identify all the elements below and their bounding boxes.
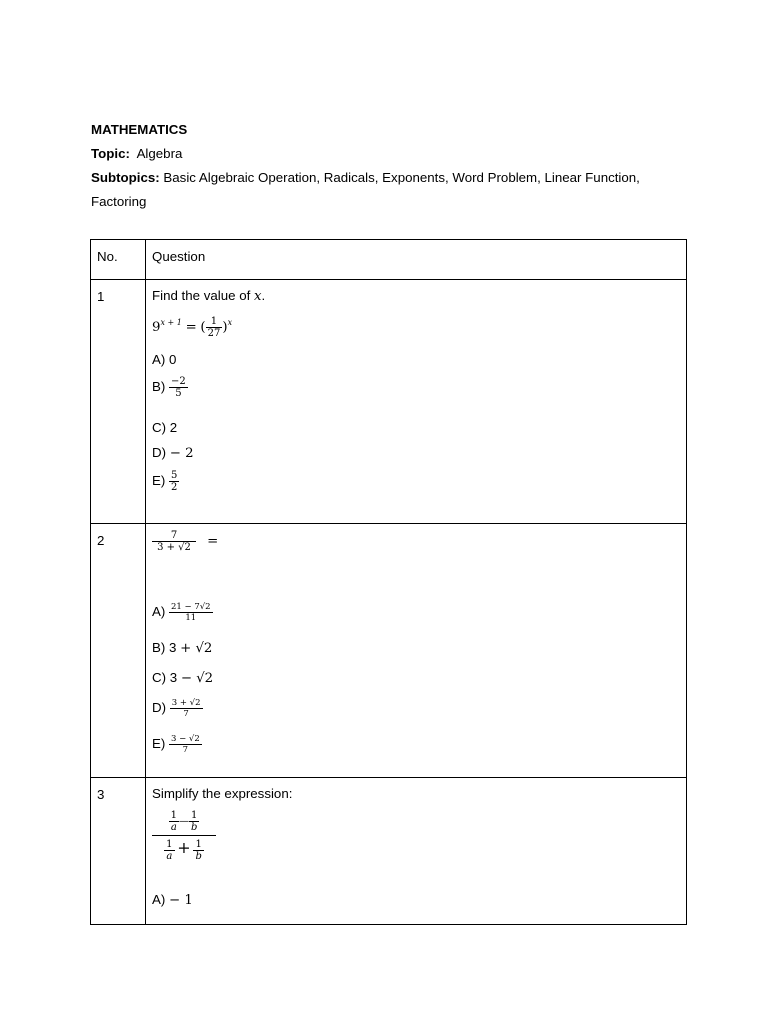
question-equation: $9^{x + 1}$ = ( $\frac{1}{27}$ )$^x$	[152, 316, 233, 339]
subject-heading: MATHEMATICS	[91, 122, 188, 137]
question-expression: $\frac{7}{3 + √2}$ =	[152, 530, 218, 553]
option-d: D) $\frac{3 + √2}{7}$	[152, 698, 201, 719]
option-d: D) − 2	[152, 445, 194, 461]
complex-fraction: $\frac{1}{a}$ — $\frac{1}{b}$ $\frac{1}{a}$ + $\frac{1}{b}$	[152, 810, 216, 862]
option-b: B) 3 + √2	[152, 640, 213, 656]
document-header	[91, 118, 687, 214]
table-header-row	[91, 240, 687, 280]
question-prompt: Simplify the expression:	[152, 786, 293, 801]
question-cell	[146, 524, 687, 778]
topic-line	[91, 142, 687, 166]
option-e: E) $\frac{5}{2}$	[152, 470, 178, 493]
topic-label: Topic:	[91, 146, 130, 161]
subtopics-value: Basic Algebraic Operation, Radicals, Exponents, Word Problem, Linear Function,	[163, 170, 640, 185]
question-cell	[146, 280, 687, 524]
option-a: A) $\frac{21 - 7√2}{11}$	[152, 602, 211, 623]
option-c: C) 3 − √2	[152, 670, 214, 686]
subtopics-continuation: Factoring	[91, 194, 147, 209]
table-row	[91, 524, 687, 778]
option-c: C) 2	[152, 420, 178, 435]
questions-table	[90, 239, 687, 925]
question-number: 2	[91, 524, 146, 778]
question-number: 3	[91, 778, 146, 925]
subtopics-line	[91, 166, 687, 190]
topic-value: Algebra	[136, 146, 183, 161]
option-e: E) $\frac{3 - √2}{7}$	[152, 734, 200, 755]
header-question: Question	[146, 240, 687, 280]
option-b: B) $\frac{-2}{5}$	[152, 376, 186, 399]
question-number: 1	[91, 280, 146, 524]
header-no: No.	[91, 240, 146, 280]
option-a: A) 0	[152, 352, 177, 367]
question-cell	[146, 778, 687, 925]
question-prompt: Find the value of x.	[152, 288, 266, 304]
table-row	[91, 778, 687, 925]
table-row	[91, 280, 687, 524]
subtopics-label: Subtopics:	[91, 170, 160, 185]
option-a: A) − 1	[152, 892, 193, 908]
